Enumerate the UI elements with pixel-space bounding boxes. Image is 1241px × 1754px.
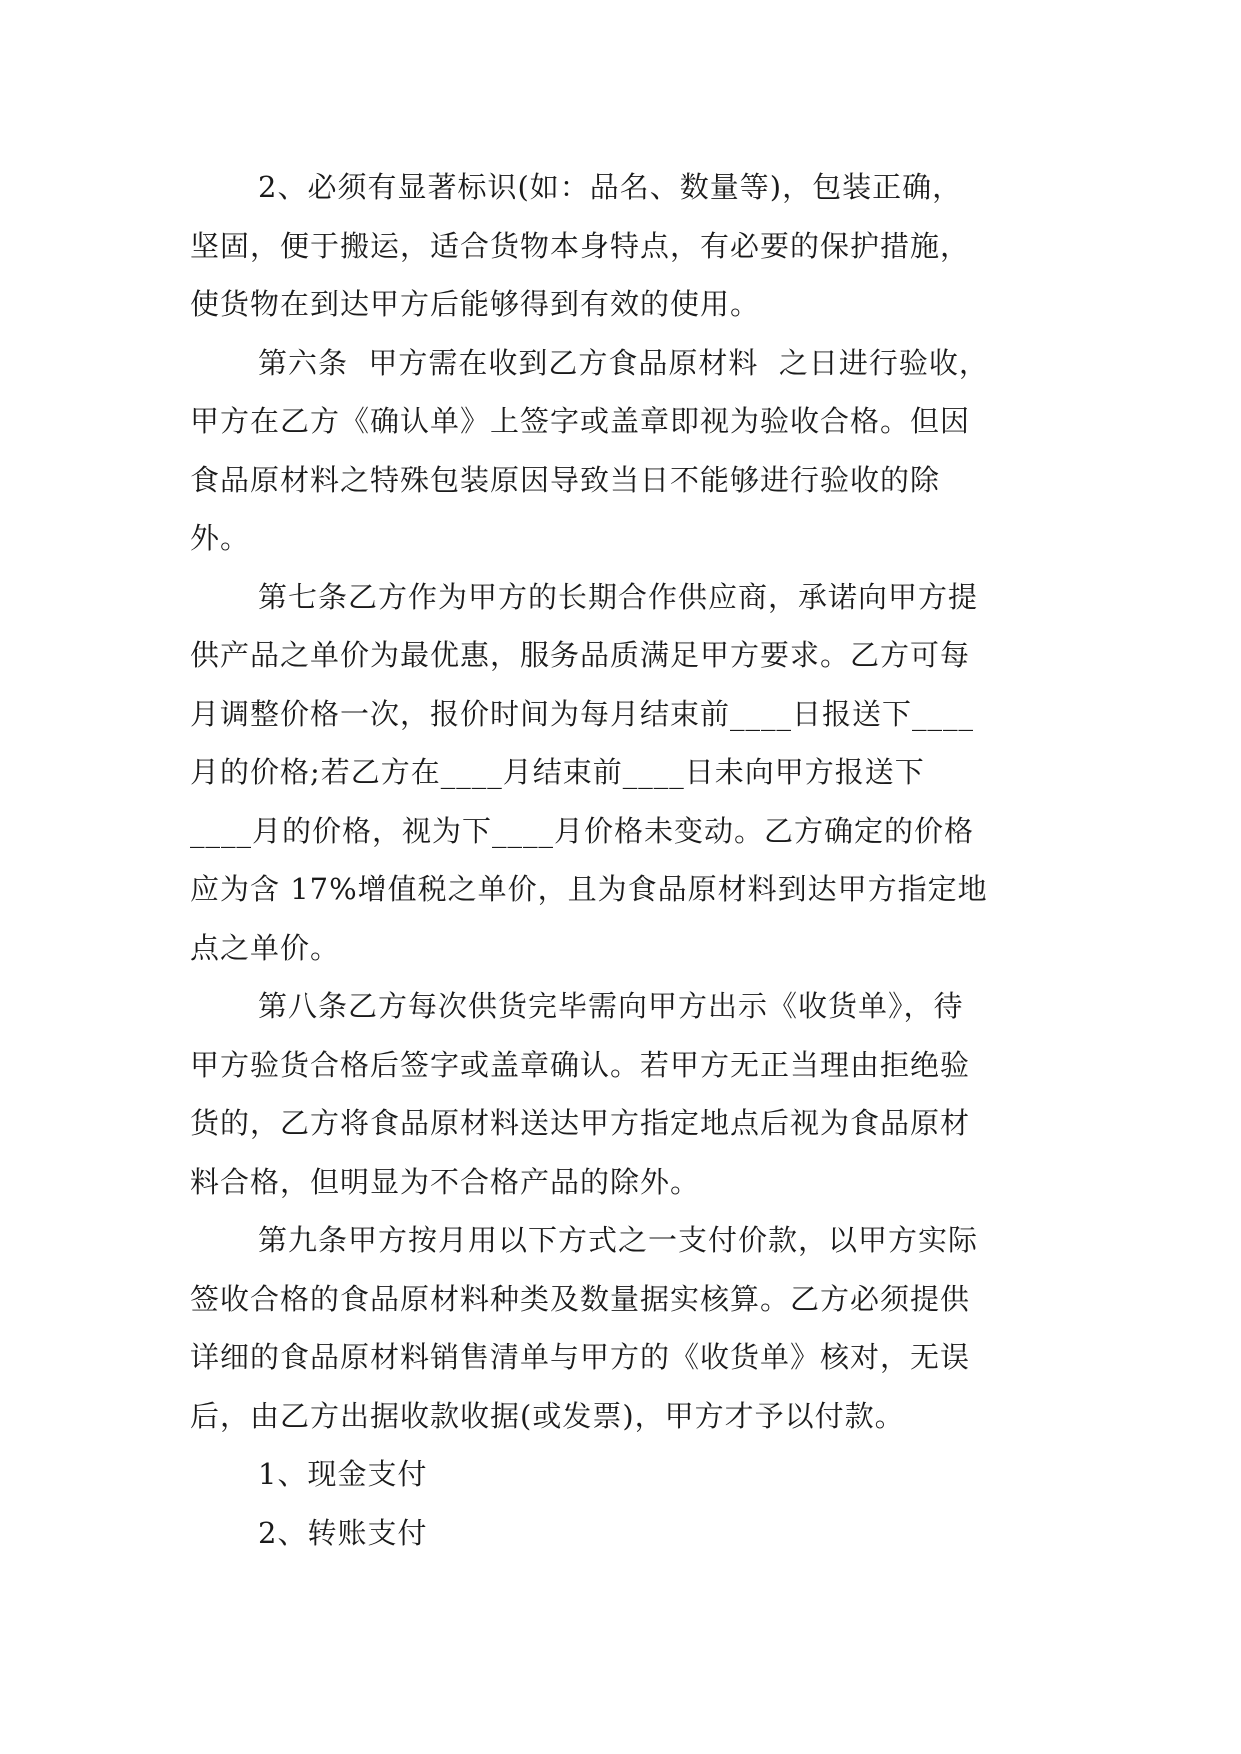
- text-line: 坚固，便于搬运，适合货物本身特点，有必要的保护措施，: [190, 228, 971, 263]
- text-line: 甲方验货合格后签字或盖章确认。若甲方无正当理由拒绝验: [190, 1047, 971, 1082]
- paragraph-packaging-requirement: [190, 158, 1050, 334]
- text-line: 2、必须有显著标识(如：品名、数量等)，包装正确，: [258, 170, 963, 204]
- text-line: 第七条乙方作为甲方的长期合作供应商，承诺向甲方提: [258, 579, 979, 614]
- text-line: 第九条甲方按月用以下方式之一支付价款，以甲方实际: [258, 1223, 979, 1257]
- text-line: 应为含 17%增值税之单价，且为食品原材料到达甲方指定地: [190, 872, 988, 906]
- text-line: 月的价格;若乙方在____月结束前____日未向甲方报送下: [190, 755, 925, 789]
- text-line: ____月的价格，视为下____月价格未变动。乙方确定的价格: [190, 813, 975, 848]
- paragraph-article-7: [190, 568, 1050, 978]
- text-line: 1、现金支付: [258, 1457, 428, 1491]
- text-line: 使货物在到达甲方后能够得到有效的使用。: [190, 287, 761, 321]
- paragraph-article-6: [190, 334, 1050, 568]
- text-line: 食品原材料之特殊包装原因导致当日不能够进行验收的除: [190, 462, 941, 497]
- text-line: 点之单价。: [190, 930, 341, 965]
- text-line: 甲方在乙方《确认单》上签字或盖章即视为验收合格。但因: [190, 404, 971, 438]
- text-line: 料合格，但明显为不合格产品的除外。: [190, 1164, 701, 1199]
- text-line: 详细的食品原材料销售清单与甲方的《收货单》核对，无误: [190, 1340, 971, 1374]
- list-item-cash-payment: [190, 1445, 1050, 1504]
- paragraph-article-8: [190, 977, 1050, 1211]
- text-line: 供产品之单价为最优惠，服务品质满足甲方要求。乙方可每: [190, 638, 971, 672]
- document-body: [190, 158, 1050, 1562]
- paragraph-article-9: [190, 1211, 1050, 1445]
- text-line: 外。: [190, 521, 251, 555]
- text-line: 2、转账支付: [258, 1515, 428, 1550]
- text-line: 货的，乙方将食品原材料送达甲方指定地点后视为食品原材: [190, 1106, 971, 1140]
- text-line: 月调整价格一次，报价时间为每月结束前____日报送下____: [190, 696, 975, 731]
- text-line: 第六条 甲方需在收到乙方食品原材料 之日进行验收，: [258, 345, 989, 380]
- list-item-transfer-payment: [190, 1504, 1050, 1563]
- text-line: 后，由乙方出据收款收据(或发票)，甲方才予以付款。: [190, 1398, 905, 1433]
- text-line: 第八条乙方每次供货完毕需向甲方出示《收货单》，待: [258, 989, 964, 1023]
- text-line: 签收合格的食品原材料种类及数量据实核算。乙方必须提供: [190, 1281, 971, 1316]
